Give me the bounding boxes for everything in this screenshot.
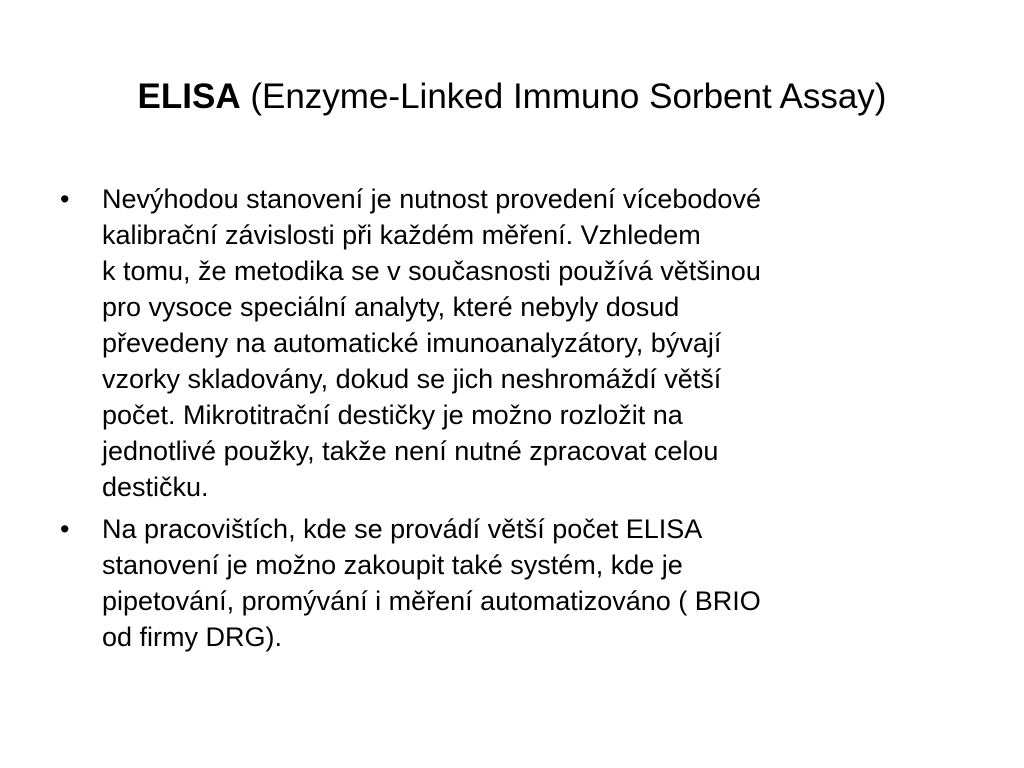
bullet-text-line: Nevýhodou stanovení je nutnost provedení vícebodové xyxy=(102,184,761,214)
bullet-item xyxy=(60,511,960,655)
slide-title-rest: (Enzyme-Linked Immuno Sorbent Assay) xyxy=(250,77,887,116)
bullet-text-line: jednotlivé použky, takže není nutné zpracovat celou xyxy=(102,436,719,466)
bullet-text-line: stanovení je možno zakoupit také systém, kde je xyxy=(102,550,683,580)
bullet-text-line: vzorky skladovány, dokud se jich neshromáždí větší xyxy=(102,364,722,394)
bullet-item xyxy=(60,181,960,505)
bullet-text-line: k tomu, že metodika se v současnosti používá většinou xyxy=(102,256,761,286)
bullet-text-line: destičku. xyxy=(102,472,209,502)
slide-title-bold: ELISA xyxy=(137,77,241,116)
bullet-text-line: Na pracovištích, kde se provádí větší počet ELISA xyxy=(102,514,703,544)
bullet-text-line: převedeny na automatické imunoanalyzátory, bývají xyxy=(102,328,722,358)
slide-title xyxy=(0,74,1024,120)
bullet-text-line: počet. Mikrotitrační destičky je možno rozložit na xyxy=(102,400,683,430)
bullet-text-line: od firmy DRG). xyxy=(102,622,283,652)
bullet-list xyxy=(60,181,960,661)
bullet-text-line: pro vysoce speciální analyty, které nebyly dosud xyxy=(102,292,680,322)
bullet-text-line: pipetování, promývání i měření automatizováno ( BRIO xyxy=(102,586,761,616)
bullet-icon: • xyxy=(60,184,70,214)
bullet-icon: • xyxy=(60,514,70,544)
bullet-text-line: kalibrační závislosti při každém měření. Vzhledem xyxy=(102,220,701,250)
